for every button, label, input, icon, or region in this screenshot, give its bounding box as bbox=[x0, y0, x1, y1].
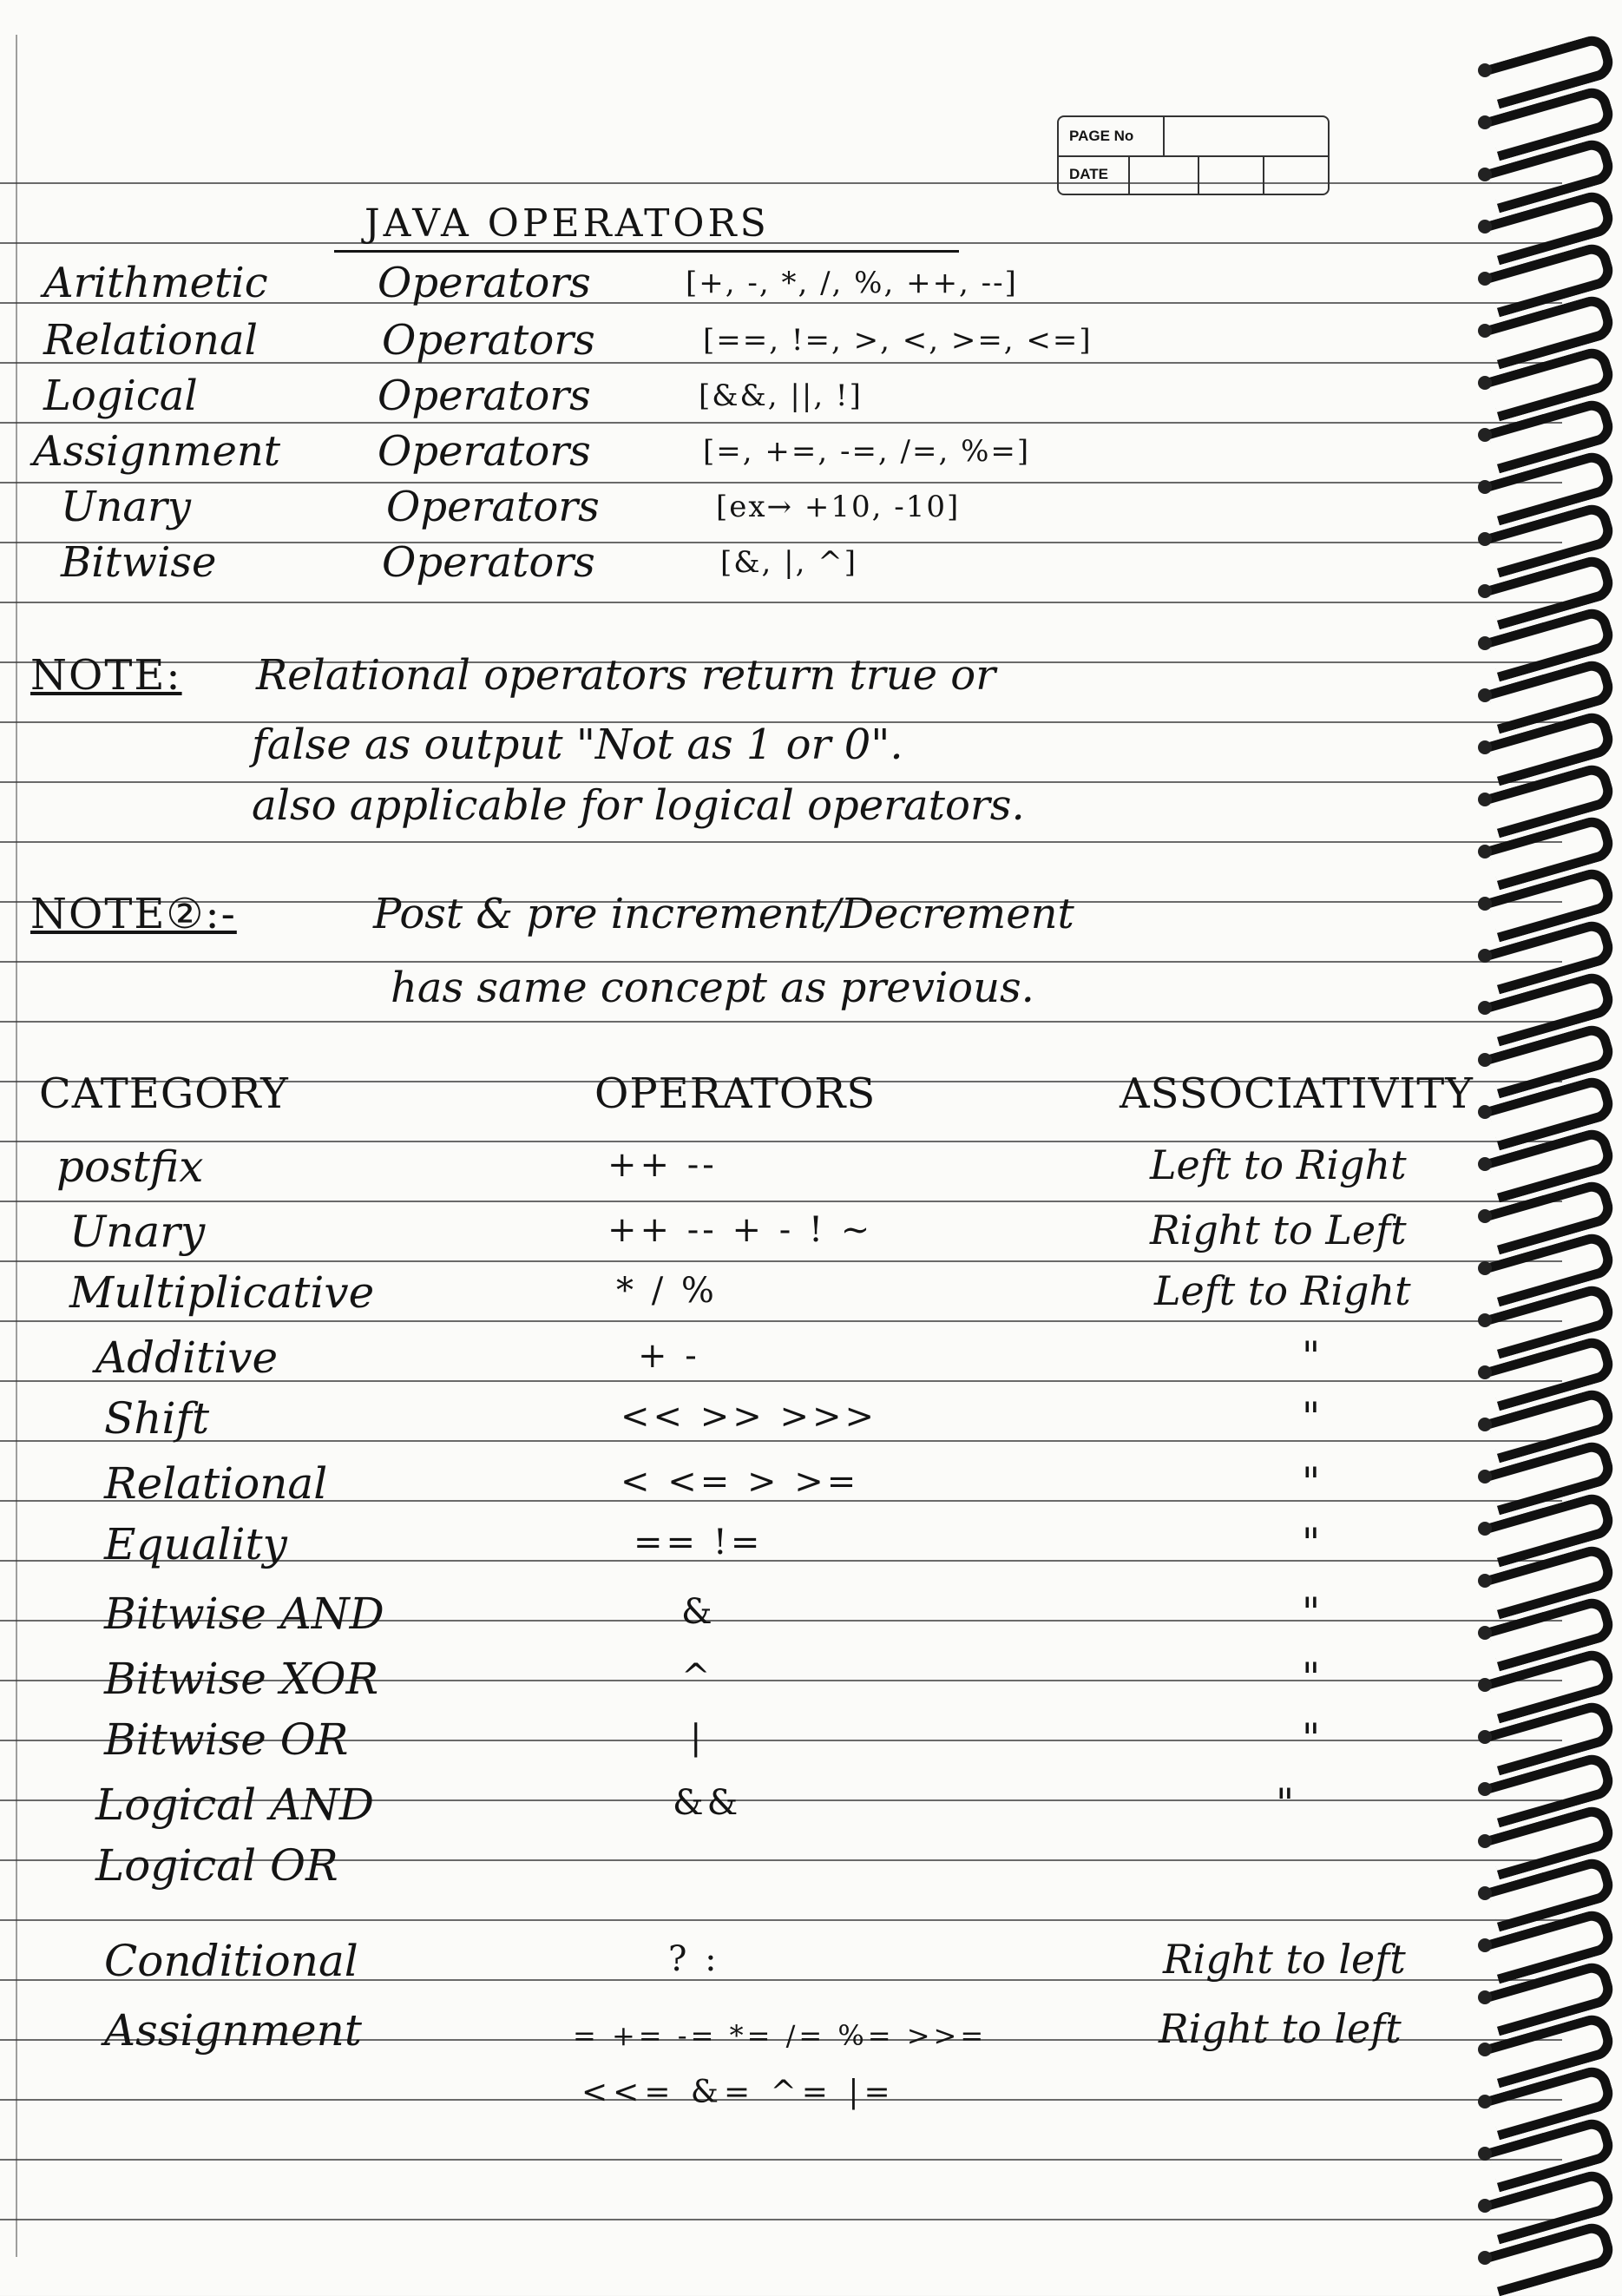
row-associativity: Left to Right bbox=[1154, 1267, 1411, 1314]
punch-hole bbox=[1478, 220, 1492, 234]
punch-hole bbox=[1478, 532, 1492, 546]
punch-hole bbox=[1478, 636, 1492, 650]
ruled-line bbox=[0, 1320, 1562, 1322]
punch-hole bbox=[1478, 1678, 1492, 1692]
punch-hole bbox=[1478, 324, 1492, 338]
ruled-line bbox=[0, 1260, 1562, 1262]
operator-list: [==, !=, >, <, >=, <=] bbox=[703, 323, 1093, 358]
note-2-line-2: has same concept as previous. bbox=[391, 964, 1034, 1012]
row-operators: * / % bbox=[616, 1271, 718, 1311]
row-category: Multiplicative bbox=[69, 1267, 375, 1318]
punch-hole bbox=[1478, 1990, 1492, 2004]
operator-category: Arithmetic bbox=[43, 259, 268, 307]
page-date-box bbox=[1057, 115, 1330, 195]
row-operators: < <= > >= bbox=[621, 1462, 860, 1502]
punch-hole bbox=[1478, 793, 1492, 806]
punch-hole bbox=[1478, 1522, 1492, 1536]
punch-hole bbox=[1478, 115, 1492, 129]
row-category: Shift bbox=[104, 1393, 210, 1444]
row-operators: ++ -- + - ! ~ bbox=[607, 1210, 874, 1250]
operator-category: Logical bbox=[43, 372, 198, 420]
ruled-line bbox=[0, 1919, 1562, 1921]
assignment-extra-operators: <<= &= ^= |= bbox=[581, 2075, 896, 2110]
punch-hole bbox=[1478, 1782, 1492, 1796]
spiral-binding bbox=[1422, 0, 1622, 2295]
row-category: postfix bbox=[56, 1141, 204, 1192]
operator-list: [=, +=, -=, /=, %=] bbox=[703, 434, 1031, 469]
punch-hole bbox=[1478, 1261, 1492, 1275]
operator-word: Operators bbox=[386, 483, 600, 531]
punch-hole bbox=[1478, 2147, 1492, 2161]
operator-category: Assignment bbox=[33, 427, 281, 476]
punch-hole bbox=[1478, 1470, 1492, 1484]
punch-hole bbox=[1478, 1626, 1492, 1640]
punch-hole bbox=[1478, 1157, 1492, 1171]
punch-hole bbox=[1478, 2199, 1492, 2213]
row-operators: == != bbox=[634, 1523, 764, 1562]
ruled-line bbox=[0, 961, 1562, 963]
page-number-row bbox=[1059, 117, 1328, 157]
punch-hole bbox=[1478, 1053, 1492, 1067]
row-associativity: " bbox=[1302, 1589, 1321, 1635]
operator-category: Relational bbox=[43, 316, 258, 365]
ruled-line bbox=[0, 1021, 1562, 1023]
row-category: Bitwise OR bbox=[104, 1714, 349, 1765]
operator-list: [ex→ +10, -10] bbox=[716, 490, 961, 524]
row-associativity: Right to left bbox=[1163, 1936, 1406, 1983]
note-2-line-1: Post & pre increment/Decrement bbox=[373, 890, 1074, 938]
punch-hole bbox=[1478, 1730, 1492, 1744]
margin-line bbox=[16, 35, 17, 2257]
punch-hole bbox=[1478, 1001, 1492, 1015]
row-associativity: " bbox=[1302, 1332, 1321, 1379]
note-1-line-2: false as output "Not as 1 or 0". bbox=[252, 720, 903, 769]
punch-hole bbox=[1478, 1938, 1492, 1952]
punch-hole bbox=[1478, 949, 1492, 963]
punch-hole bbox=[1478, 1834, 1492, 1848]
row-associativity: Right to left bbox=[1159, 2005, 1402, 2052]
row-associativity: Left to Right bbox=[1150, 1141, 1407, 1188]
row-operators: ++ -- bbox=[607, 1145, 718, 1185]
row-category: Assignment bbox=[104, 2005, 362, 2056]
row-associativity: " bbox=[1302, 1393, 1321, 1440]
ruled-line bbox=[0, 542, 1562, 543]
punch-hole bbox=[1478, 740, 1492, 754]
punch-hole bbox=[1478, 376, 1492, 390]
punch-hole bbox=[1478, 63, 1492, 77]
row-operators: & bbox=[681, 1592, 716, 1632]
punch-hole bbox=[1478, 272, 1492, 286]
row-category: Equality bbox=[104, 1519, 287, 1569]
note-1-line-1: Relational operators return true or bbox=[256, 651, 996, 700]
operator-word: Operators bbox=[382, 316, 595, 365]
ruled-line bbox=[0, 422, 1562, 424]
punch-hole bbox=[1478, 1209, 1492, 1223]
date-label: DATE bbox=[1069, 166, 1109, 182]
row-category: Logical OR bbox=[95, 1840, 338, 1891]
operator-word: Operators bbox=[378, 372, 591, 420]
row-category: Unary bbox=[69, 1207, 206, 1257]
punch-hole bbox=[1478, 1418, 1492, 1431]
ruled-line bbox=[0, 242, 1562, 244]
row-operators: << >> >>> bbox=[621, 1397, 878, 1437]
ruled-line bbox=[0, 1201, 1562, 1202]
ruled-line bbox=[0, 841, 1562, 843]
punch-hole bbox=[1478, 1574, 1492, 1588]
punch-hole bbox=[1478, 688, 1492, 702]
row-operators: ? : bbox=[668, 1939, 720, 1979]
row-category: Additive bbox=[95, 1332, 279, 1383]
punch-hole bbox=[1478, 168, 1492, 181]
row-category: Conditional bbox=[104, 1936, 358, 1986]
punch-hole bbox=[1478, 2095, 1492, 2109]
row-category: Logical AND bbox=[95, 1780, 374, 1830]
punch-hole bbox=[1478, 2043, 1492, 2056]
note-1-line-3: also applicable for logical operators. bbox=[252, 781, 1025, 830]
ruled-line bbox=[0, 602, 1562, 603]
date-row bbox=[1059, 155, 1328, 194]
page-number-label: PAGE No bbox=[1069, 128, 1134, 144]
punch-hole bbox=[1478, 480, 1492, 494]
row-associativity: " bbox=[1302, 1714, 1321, 1761]
row-associativity: " bbox=[1302, 1654, 1321, 1701]
table-header-associativity: ASSOCIATIVITY bbox=[1120, 1069, 1474, 1118]
note-2-label: NOTE②:- bbox=[30, 890, 237, 938]
row-operators: ^ bbox=[681, 1657, 714, 1697]
page-title: JAVA OPERATORS bbox=[364, 201, 770, 246]
operator-list: [&&, ||, !] bbox=[699, 378, 863, 413]
operator-list: [&, |, ^] bbox=[720, 545, 857, 580]
operator-category: Bitwise bbox=[61, 538, 217, 587]
title-underline bbox=[334, 250, 959, 253]
punch-hole bbox=[1478, 1105, 1492, 1119]
row-associativity: " bbox=[1276, 1780, 1295, 1826]
operator-word: Operators bbox=[382, 538, 595, 587]
ruled-line bbox=[0, 1440, 1562, 1442]
row-category: Relational bbox=[104, 1458, 328, 1509]
operator-category: Unary bbox=[61, 483, 192, 531]
punch-hole bbox=[1478, 845, 1492, 859]
row-operators: && bbox=[673, 1783, 742, 1823]
punch-hole bbox=[1478, 1365, 1492, 1379]
operator-word: Operators bbox=[378, 259, 591, 307]
row-associativity: " bbox=[1302, 1519, 1321, 1566]
operator-word: Operators bbox=[378, 427, 591, 476]
note-1-label: NOTE: bbox=[30, 651, 182, 700]
ruled-line bbox=[0, 2219, 1562, 2220]
row-associativity: Right to Left bbox=[1150, 1207, 1407, 1253]
row-associativity: " bbox=[1302, 1458, 1321, 1505]
punch-hole bbox=[1478, 584, 1492, 598]
ruled-line bbox=[0, 2159, 1562, 2161]
operator-list: [+, -, *, /, %, ++, --] bbox=[686, 266, 1018, 300]
ruled-line bbox=[0, 482, 1562, 484]
punch-hole bbox=[1478, 2251, 1492, 2265]
punch-hole bbox=[1478, 428, 1492, 442]
punch-hole bbox=[1478, 1313, 1492, 1327]
table-header-category: CATEGORY bbox=[39, 1069, 289, 1118]
row-category: Bitwise XOR bbox=[104, 1654, 379, 1704]
row-category: Bitwise AND bbox=[104, 1589, 384, 1639]
row-operators: + - bbox=[638, 1336, 700, 1376]
row-operators: = += -= *= /= %= >>= bbox=[573, 2019, 988, 2052]
punch-hole bbox=[1478, 897, 1492, 911]
table-header-operators: OPERATORS bbox=[594, 1069, 877, 1118]
row-operators: | bbox=[690, 1718, 706, 1758]
punch-hole bbox=[1478, 1886, 1492, 1900]
